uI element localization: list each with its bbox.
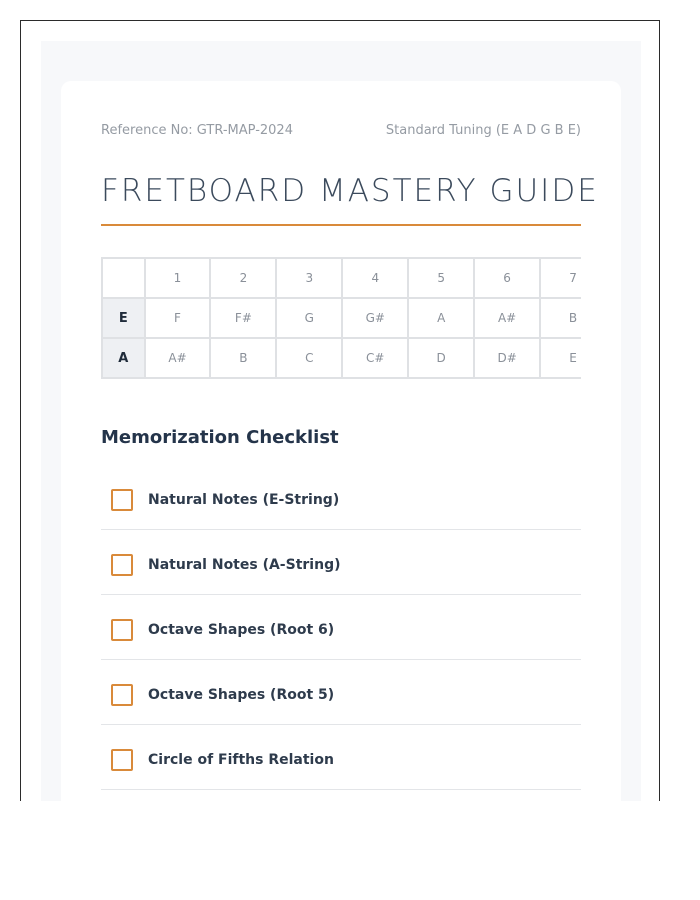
checkbox[interactable] bbox=[111, 749, 133, 771]
note-cell: A bbox=[408, 298, 474, 338]
note-cell: A# bbox=[474, 298, 540, 338]
checklist-item[interactable] bbox=[101, 465, 581, 530]
note-cell: F# bbox=[210, 298, 276, 338]
checklist-item-label: Natural Notes (E-String) bbox=[148, 492, 340, 508]
note-cell: D# bbox=[474, 338, 540, 378]
fret-header-row bbox=[102, 258, 581, 298]
fretboard-table-wrapper bbox=[101, 257, 581, 385]
checklist-item-label: Octave Shapes (Root 6) bbox=[148, 622, 335, 638]
checkbox[interactable] bbox=[111, 619, 133, 641]
checklist-item[interactable] bbox=[101, 725, 581, 790]
note-cell: G# bbox=[342, 298, 408, 338]
fretboard-table bbox=[101, 257, 581, 379]
checkbox[interactable] bbox=[111, 684, 133, 706]
note-cell: B bbox=[540, 298, 581, 338]
checklist-item[interactable] bbox=[101, 660, 581, 725]
meta-row bbox=[101, 123, 581, 138]
tuning-info: Standard Tuning (E A D G B E) bbox=[385, 123, 581, 138]
note-cell: F bbox=[145, 298, 211, 338]
note-cell: D bbox=[408, 338, 474, 378]
note-cell: C bbox=[276, 338, 342, 378]
checklist-item[interactable] bbox=[101, 530, 581, 595]
checklist-item-label: Octave Shapes (Root 5) bbox=[148, 687, 335, 703]
fret-number: 7 bbox=[540, 258, 581, 298]
title-divider bbox=[101, 224, 581, 226]
table-corner-cell bbox=[102, 258, 145, 298]
note-cell: E bbox=[540, 338, 581, 378]
checklist-item-label: Natural Notes (A-String) bbox=[148, 557, 341, 573]
note-cell: B bbox=[210, 338, 276, 378]
checkbox[interactable] bbox=[111, 489, 133, 511]
fret-number: 2 bbox=[210, 258, 276, 298]
note-cell: C# bbox=[342, 338, 408, 378]
fret-number: 5 bbox=[408, 258, 474, 298]
checklist-item[interactable] bbox=[101, 595, 581, 660]
string-label: E bbox=[102, 298, 145, 338]
checklist-item-label: Circle of Fifths Relation bbox=[148, 752, 334, 768]
checklist-title: Memorization Checklist bbox=[101, 427, 339, 448]
page-title: FRETBOARD MASTERY GUIDE bbox=[101, 173, 599, 209]
guide-card bbox=[61, 81, 621, 801]
fret-number: 6 bbox=[474, 258, 540, 298]
fret-number: 3 bbox=[276, 258, 342, 298]
fret-number: 4 bbox=[342, 258, 408, 298]
checkbox[interactable] bbox=[111, 554, 133, 576]
document-frame bbox=[20, 20, 660, 801]
reference-number: Reference No: GTR-MAP-2024 bbox=[101, 123, 293, 138]
note-cell: G bbox=[276, 298, 342, 338]
string-row-a bbox=[102, 338, 581, 378]
fret-number: 1 bbox=[145, 258, 211, 298]
string-row-e bbox=[102, 298, 581, 338]
note-cell: A# bbox=[145, 338, 211, 378]
string-label: A bbox=[102, 338, 145, 378]
page-background bbox=[41, 41, 641, 801]
memorization-checklist bbox=[101, 465, 581, 790]
